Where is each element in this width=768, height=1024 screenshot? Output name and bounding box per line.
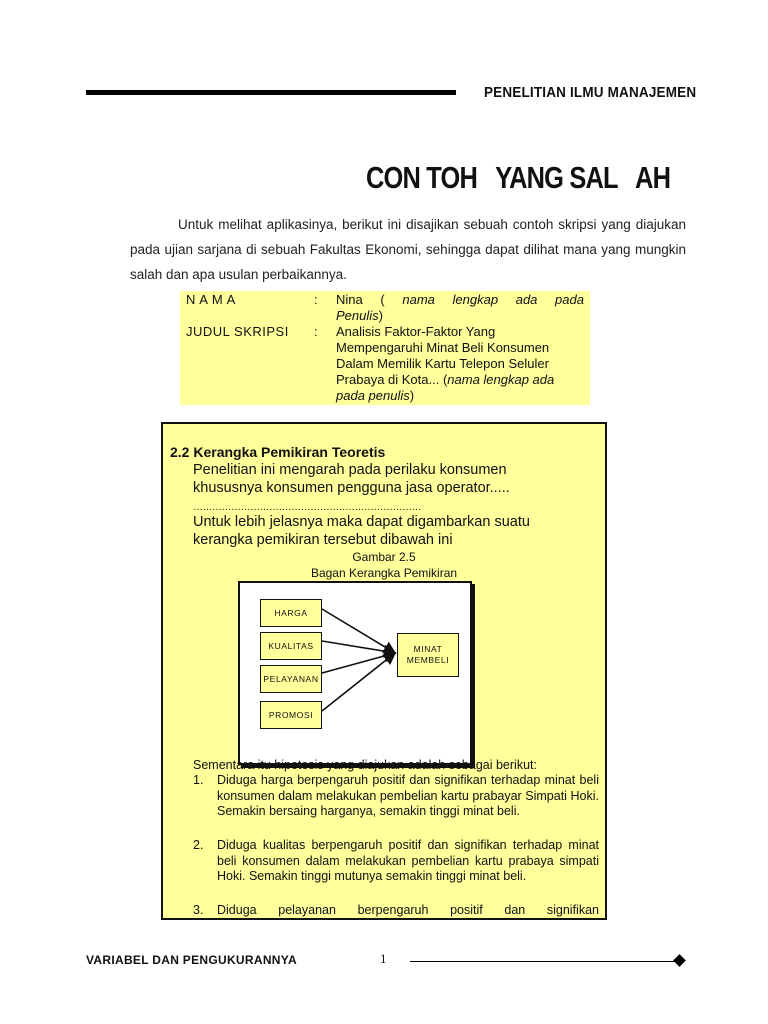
- section-text-line: Penelitian ini mengarah pada perilaku konsumen: [193, 462, 507, 478]
- section-text-line: Untuk lebih jelasnya maka dapat digambarkan suatu: [193, 514, 530, 530]
- figure-number: Gambar 2.5: [352, 550, 416, 564]
- node-pelayanan: PELAYANAN: [260, 665, 322, 693]
- header-title: PENELITIAN ILMU MANAJEMEN: [484, 84, 697, 101]
- example-excerpt-box: [161, 422, 607, 920]
- title-label: JUDUL SKRIPSI: [186, 324, 289, 339]
- hypotheses-intro: Sementara itu hipotesis yang diajukan adalah sebagai berikut:: [193, 758, 537, 772]
- footer-title: VARIABEL DAN PENGUKURANNYA: [86, 953, 297, 967]
- name-colon: :: [314, 292, 318, 307]
- section-text-line: khususnya konsumen pengguna jasa operator.....: [193, 480, 510, 496]
- header-rule: [86, 90, 456, 95]
- footer-rule: [410, 961, 678, 962]
- name-label: N A M A: [186, 292, 236, 307]
- name-value: Nina ( nama lengkap ada pada Penulis): [336, 292, 584, 323]
- node-minat-membeli: MINAT MEMBELI: [397, 633, 459, 677]
- footer-diamond-icon: [673, 954, 686, 967]
- section-text-line: kerangka pemikiran tersebut dibawah ini: [193, 532, 453, 548]
- title-colon: :: [314, 324, 318, 339]
- figure-title: Bagan Kerangka Pemikiran: [310, 566, 458, 580]
- section-heading: 2.2 Kerangka Pemikiran Teoretis: [170, 444, 386, 460]
- arrow-promosi: [322, 653, 395, 711]
- intro-paragraph: Untuk melihat aplikasinya, berikut ini disajikan sebuah contoh skripsi yang diajukan pada ujian sarjana di sebuah Fakultas Ekonomi, sehingga dapat dilihat mana yang mungkin salah dan apa usulan perbaikannya.: [130, 217, 686, 282]
- dotted-line: ………………………………………………………………: [193, 502, 421, 513]
- hypothesis-item: 3. Diduga pelayanan berpengaruh positif dan signifikan: [193, 903, 599, 917]
- thesis-info-box: [180, 291, 590, 405]
- node-kualitas: KUALITAS: [260, 632, 322, 660]
- framework-diagram: [238, 581, 472, 765]
- node-harga: HARGA: [260, 599, 322, 627]
- node-promosi: PROMOSI: [260, 701, 322, 729]
- hypothesis-item: 1. Diduga harga berpengaruh positif dan signifikan terhadap minat beli konsumen dalam melakukan pembelian kartu prabayar Simpati Hoki. Semakin bersaing harganya, semakin tinggi minat beli.: [193, 773, 599, 818]
- hypothesis-item: 2. Diduga kualitas berpengaruh positif dan signifikan terhadap minat beli konsumen dalam melakukan pembelian kartu prabaya simpati Hoki. Semakin tinggi mutunya semakin tinggi minat beli.: [193, 838, 599, 883]
- arrow-pelayanan: [322, 653, 395, 673]
- page-title: CON TOH YANG SAL AH: [366, 160, 671, 195]
- thesis-title-value: Analisis Faktor-Faktor Yang Mempengaruhi Minat Beli Konsumen Dalam Memilik Kartu Telepon Seluler Prabaya di Kota... (nama lengkap ada pada penulis): [336, 324, 555, 403]
- page-number: 1: [380, 951, 387, 966]
